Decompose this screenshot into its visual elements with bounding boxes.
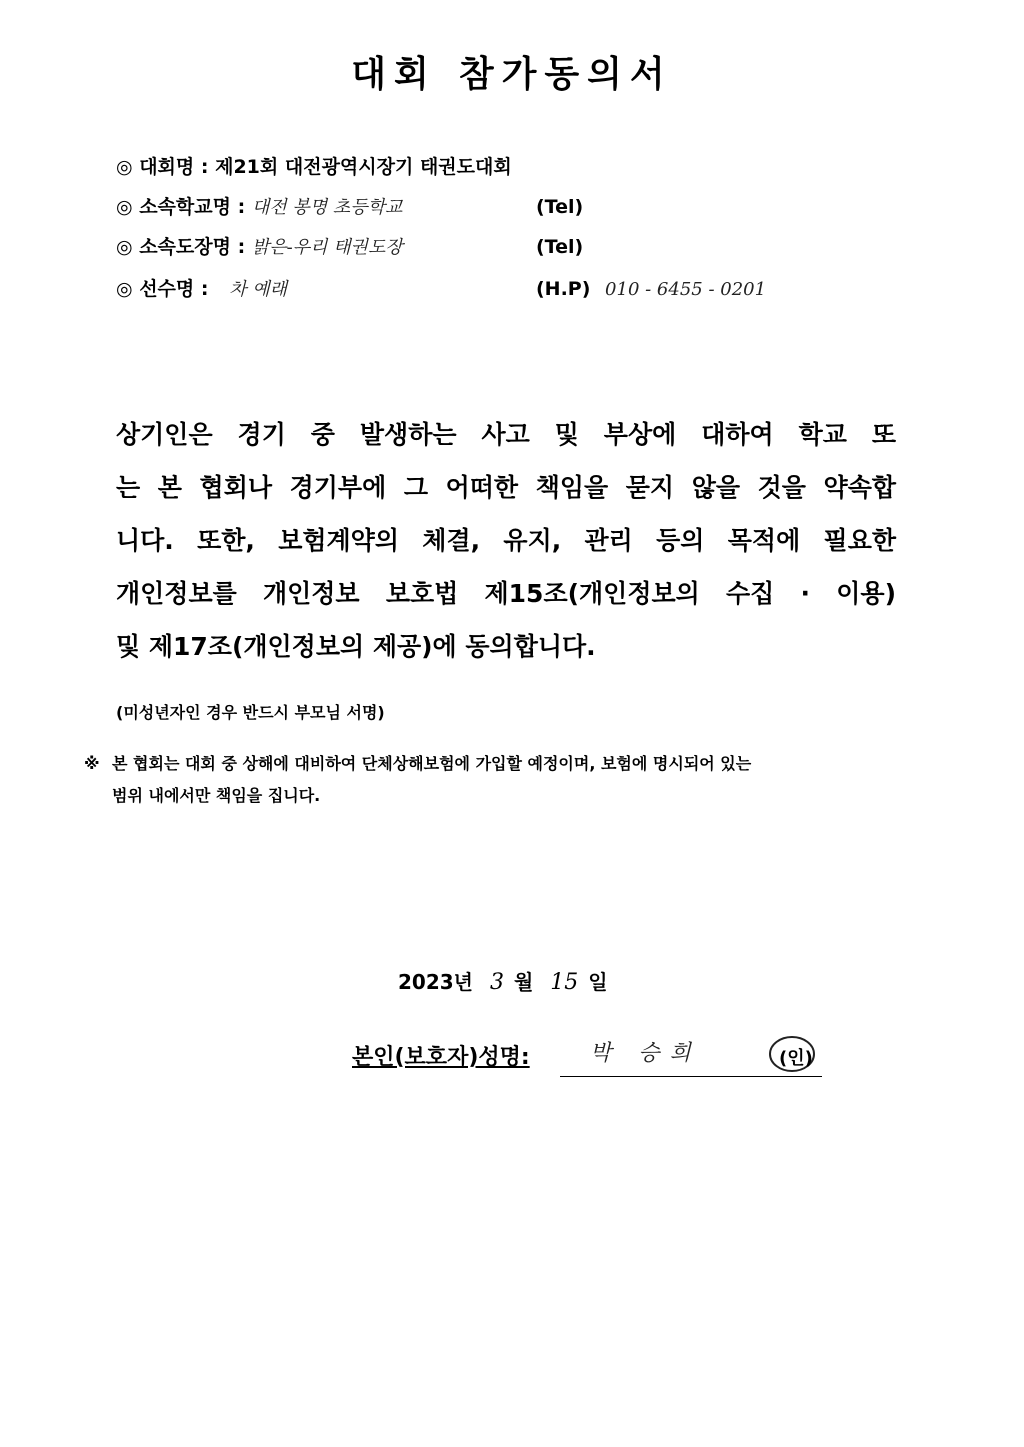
- minor-guardian-note: (미성년자인 경우 반드시 부모님 서명): [116, 703, 385, 722]
- notice-mark: ※: [84, 754, 100, 773]
- consent-line-4: 개인정보를 개인정보 보호법 제15조(개인정보의 수집 · 이용): [116, 579, 896, 608]
- school-tel-label: (Tel): [536, 196, 584, 218]
- event-name-label: ◎ 대회명 :: [116, 156, 209, 178]
- dojang-row: [116, 232, 403, 262]
- signing-date: [398, 966, 608, 995]
- notice-line-2: 범위 내에서만 책임을 집니다.: [112, 786, 321, 805]
- event-name-row: [116, 152, 512, 182]
- athlete-row: [116, 274, 287, 304]
- hp-label: (H.P): [536, 278, 591, 300]
- signature-label: 본인(보호자)성명:: [352, 1045, 530, 1070]
- signature-row: [352, 1040, 530, 1080]
- document-title: [0, 46, 1024, 97]
- athlete-value: 차 예래: [229, 279, 287, 300]
- title-part-1: 대회: [351, 54, 437, 95]
- title-part-2: 참가동의서: [458, 54, 673, 95]
- insurance-notice: [84, 748, 934, 812]
- event-name-value: 제21회 대전광역시장기 태권도대회: [215, 156, 512, 178]
- date-day-unit: 일: [588, 970, 608, 994]
- school-value: 대전 봉명 초등학교: [251, 197, 403, 218]
- hp-row: [536, 274, 766, 304]
- consent-line-2: 는 본 협회나 경기부에 그 어떠한 책임을 묻지 않을 것을 약속합: [116, 473, 896, 502]
- school-label: ◎ 소속학교명 :: [116, 196, 246, 218]
- seal-label: (인): [779, 1048, 813, 1069]
- dojang-tel-label: (Tel): [536, 236, 584, 258]
- athlete-label: ◎ 선수명 :: [116, 278, 209, 300]
- date-month: 3: [489, 970, 504, 995]
- consent-line-1: 상기인은 경기 중 발생하는 사고 및 부상에 대하여 학교 또: [116, 420, 896, 449]
- hp-value: 010 - 6455 - 0201: [605, 279, 767, 300]
- consent-body: [116, 408, 896, 673]
- signature-name: 박 승희: [590, 1041, 701, 1066]
- date-month-unit: 월: [513, 970, 534, 994]
- dojang-value: 밝은-우리 태권도장: [251, 237, 403, 258]
- dojang-label: ◎ 소속도장명 :: [116, 236, 246, 258]
- consent-line-3: 니다. 또한, 보험계약의 체결, 유지, 관리 등의 목적에 필요한: [116, 526, 896, 555]
- notice-line-1: 본 협회는 대회 중 상해에 대비하여 단체상해보험에 가입할 예정이며, 보험에 명시되어 있는: [112, 754, 752, 773]
- consent-line-5: 및 제17조(개인정보의 제공)에 동의합니다.: [116, 632, 596, 661]
- school-row: [116, 192, 402, 222]
- date-day: 15: [550, 970, 579, 995]
- date-year: 2023년: [398, 970, 473, 994]
- signature-underline: [560, 1076, 822, 1077]
